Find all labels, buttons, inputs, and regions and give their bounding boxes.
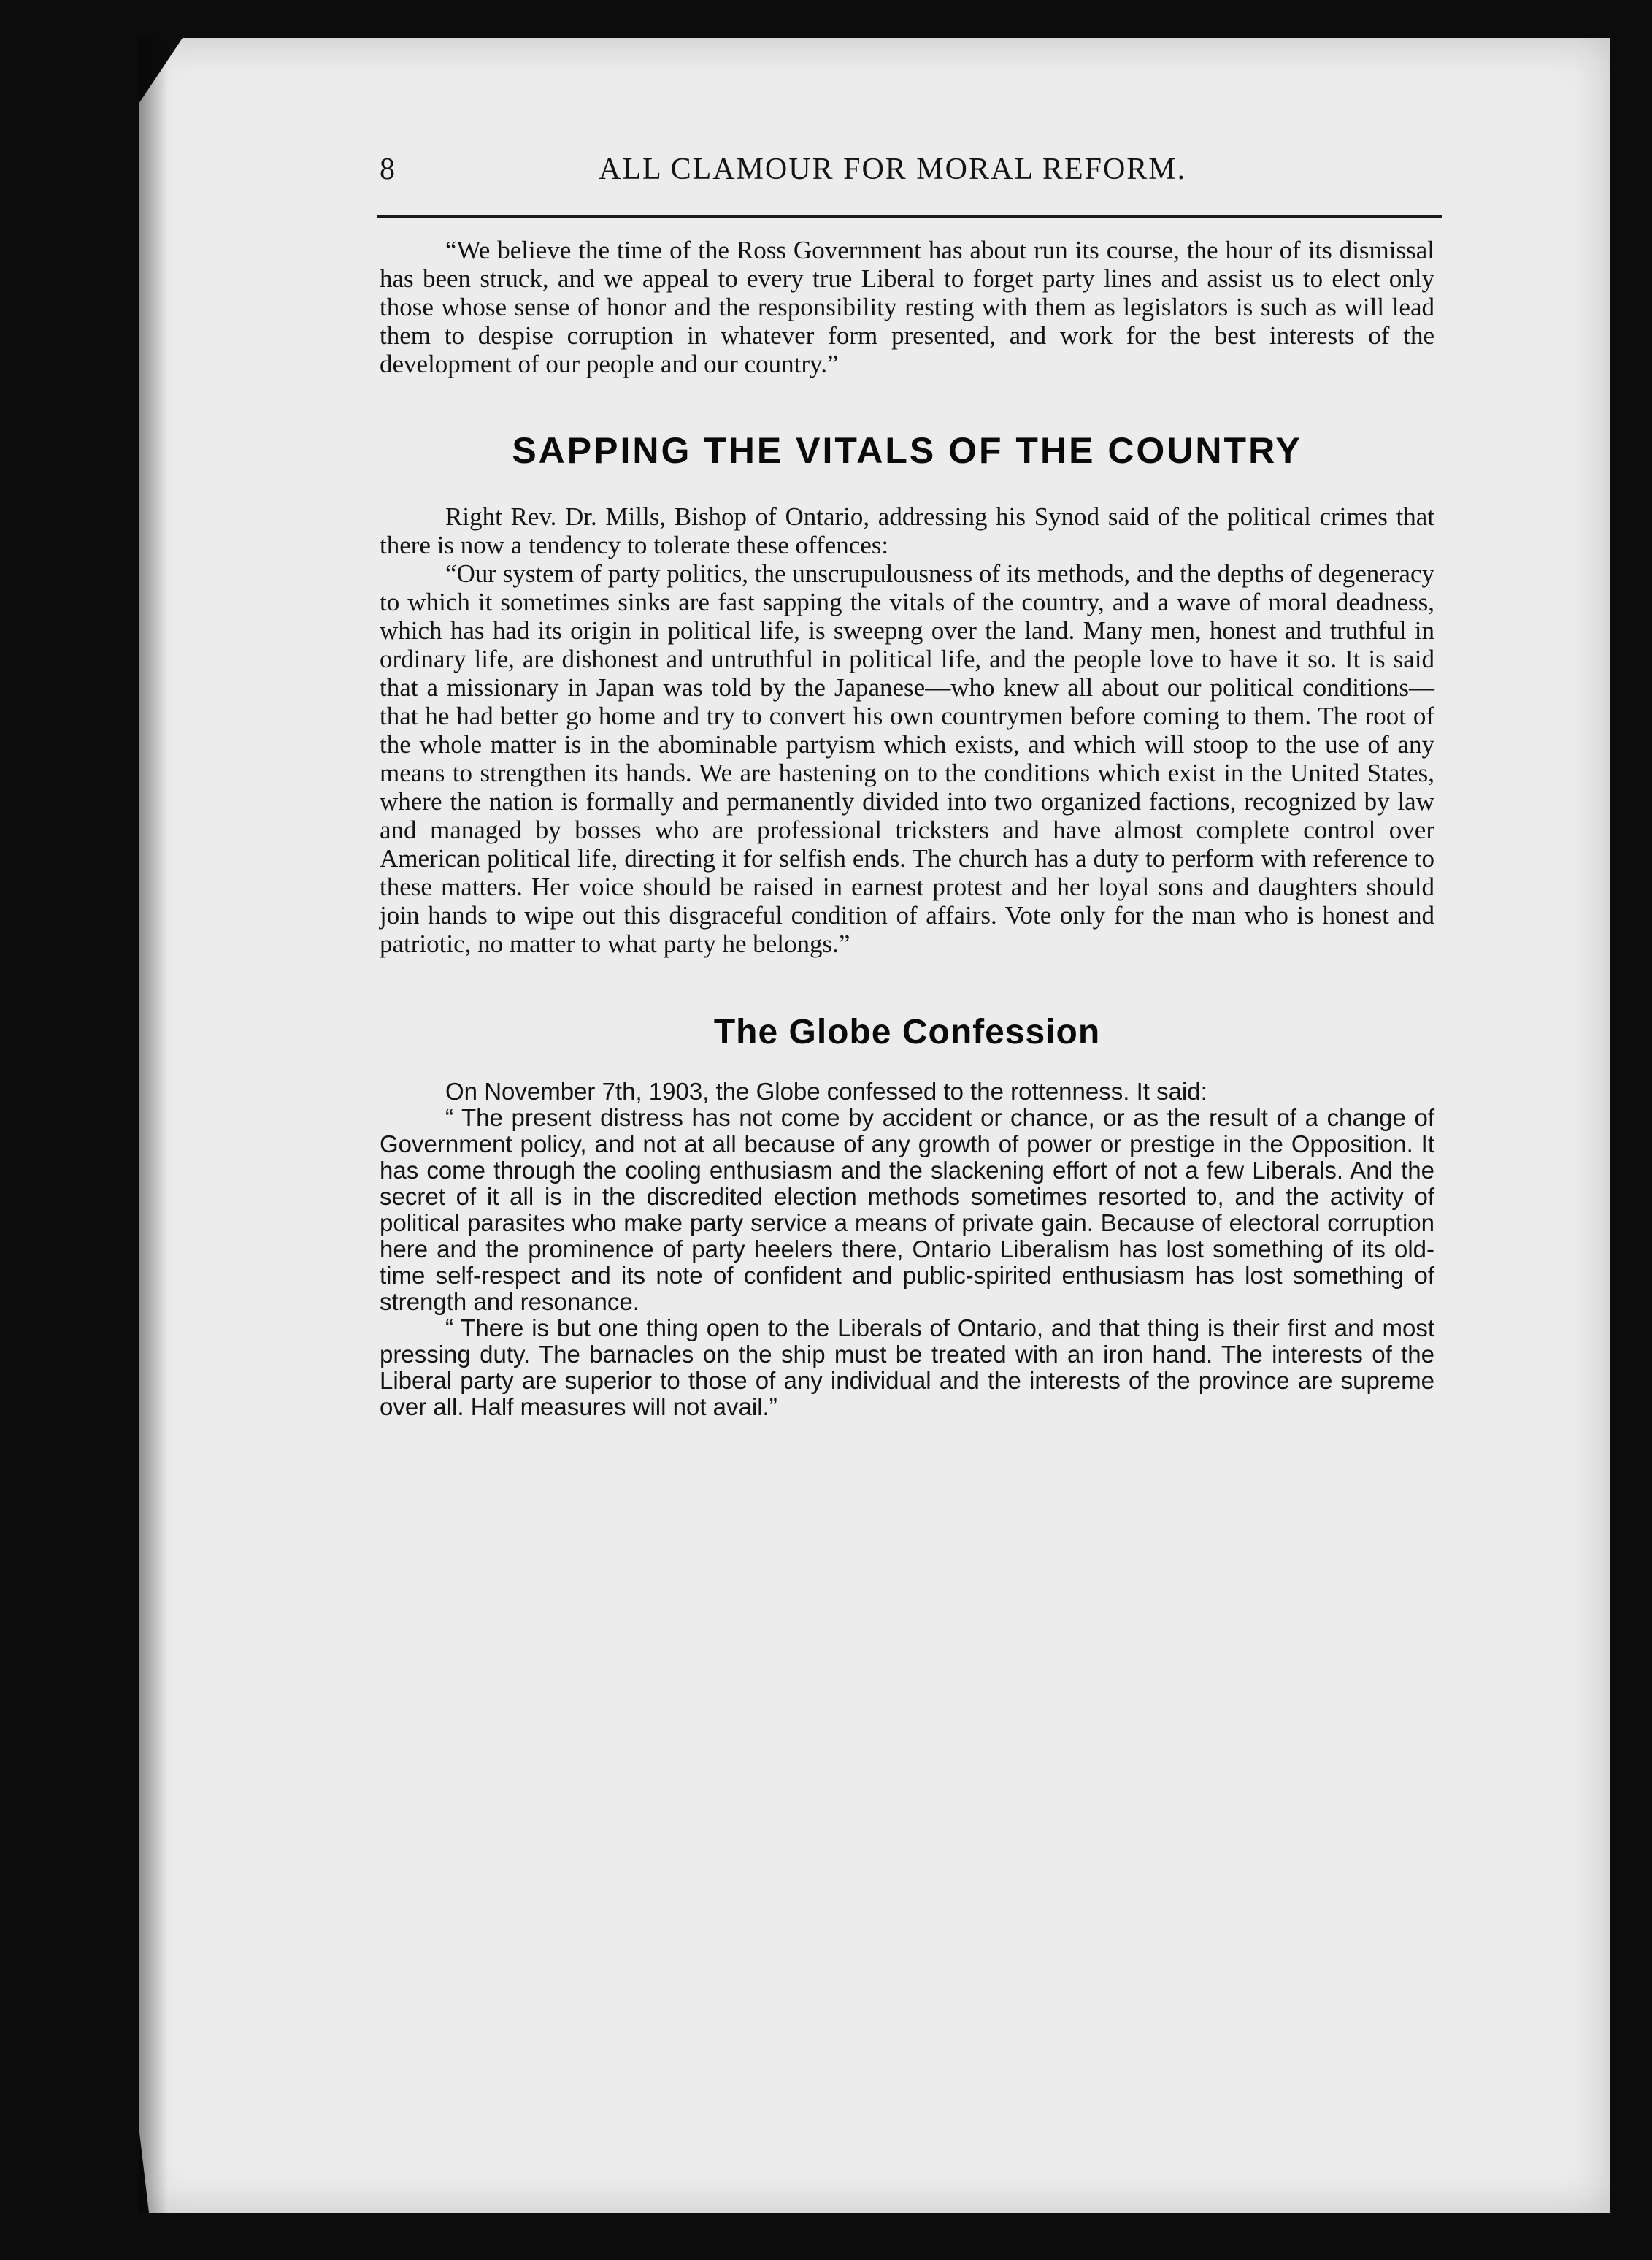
globe-quote-paragraph-2: “ There is but one thing open to the Liberals of Ontario, and that thing is their first and most pressing duty. The barnacles on the ship must be treated with an iron hand. The interests of the Liberal party are superior to those of any individual and the interests of the province are supreme over all. Half measures will not avail.” <box>380 1314 1434 1420</box>
header-rule <box>377 215 1442 218</box>
sapping-quote-paragraph: “Our system of party politics, the unscrupulousness of its methods, and the depths of degeneracy to which it sometimes sinks are fast sapping the vitals of the country, and a wave of moral deadness, which has had its origin in political life, is sweepng over the land. Many men, honest and truthful in ordinary life, are dishonest and untruthful in political life, and the people love to have it so. It is said that a missionary in Japan was told by the Japanese—who knew all about our political conditions—that he had better go home and try to convert his own countrymen before coming to them. The root of the whole matter is in the abominable partyism which exists, and which will stoop to the use of any means to strengthen its hands. We are hastening on to the conditions which exist in the United States, where the nation is formally and permanently divided into two organized factions, recognized by law and managed by bosses who are professional tricksters and have almost complete control over American political life, directing it for selfish ends. The church has a duty to perform with reference to these matters. Her voice should be raised in earnest protest and her loyal sons and daughters should join hands to wipe out this disgraceful condition of affairs. Vote only for the man who is honest and patriotic, no matter to what party he belongs.” <box>380 559 1434 958</box>
globe-intro-paragraph: On November 7th, 1903, the Globe confessed to the rottenness. It said: <box>445 1078 1207 1105</box>
sapping-section-body <box>380 502 1434 958</box>
section-heading-globe: The Globe Confession <box>713 1013 1101 1052</box>
opening-quote-paragraph: “We believe the time of the Ross Government has about run its course, the hour of its dismissal has been struck, and we appeal to every true Liberal to forget party lines and assist us to elect only those whose sense of honor and the responsibility resting with them as legislators is such as will lead them to despise corruption in whatever form presented, and work for the best interests of the development of our people and our country.” <box>380 236 1434 378</box>
globe-quote-paragraph-1: “ The present distress has not come by accident or chance, or as the result of a change of Government policy, and not at all because of any growth of power or prestige in the Opposition. It has come through the cooling enthusiasm and the slackening effort of not a few Liberals. And the secret of it all is in the discredited election methods sometimes resorted to, and the activity of political parasites who make party service a means of private gain. Because of electoral corruption here and the prominence of party heelers there, Ontario Liberalism has lost something of its old-time self-respect and its note of confident and public-spirited enthusiasm has lost something of strength and resonance. <box>380 1104 1434 1315</box>
globe-section-body <box>380 1079 1434 1420</box>
running-header <box>380 146 1434 191</box>
running-title: ALL CLAMOUR FOR MORAL REFORM. <box>599 153 1187 186</box>
section-heading-sapping: SAPPING THE VITALS OF THE COUNTRY <box>512 430 1302 471</box>
page-content <box>380 146 1434 1420</box>
opening-quote-block <box>380 236 1434 378</box>
page-number: 8 <box>380 153 396 186</box>
sapping-intro-paragraph: Right Rev. Dr. Mills, Bishop of Ontario, addressing his Synod said of the political crimes that there is now a tendency to tolerate these offences: <box>380 502 1434 559</box>
